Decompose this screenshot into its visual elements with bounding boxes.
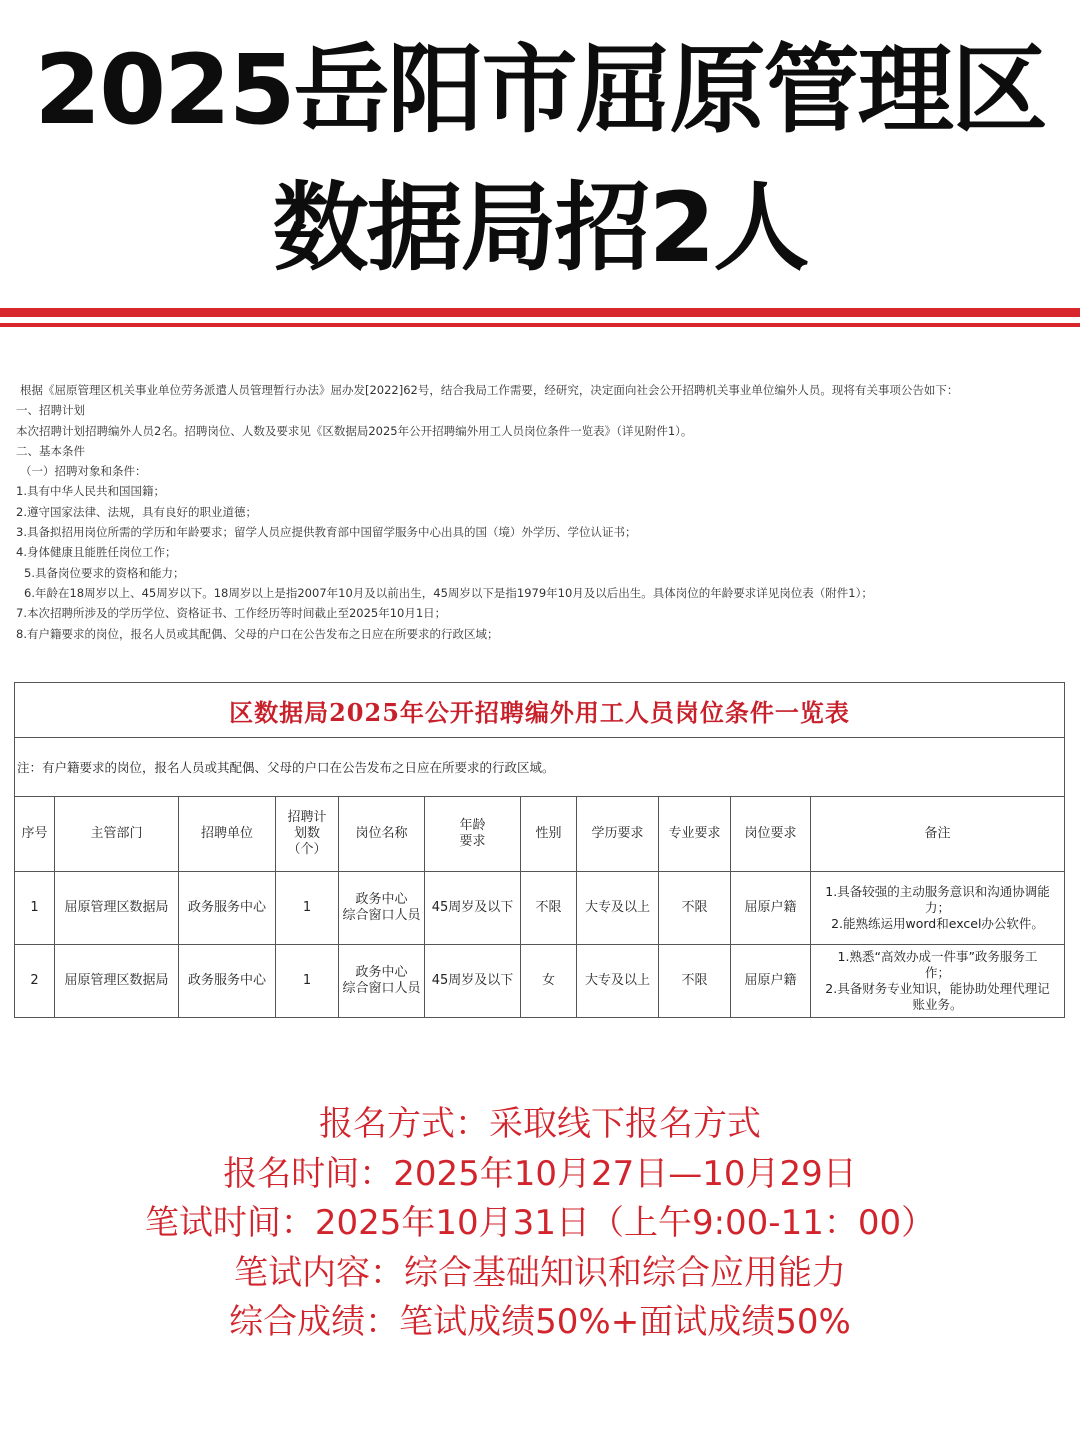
condition-item: 4.身体健康且能胜任岗位工作；	[16, 545, 177, 560]
cell-dept: 屈原管理区数据局	[55, 872, 179, 945]
cell-remark	[811, 945, 1065, 1018]
cell-req: 屈原户籍	[731, 872, 811, 945]
remark-line: 力；	[924, 900, 950, 915]
header-dept: 主管部门	[55, 797, 179, 872]
cell-post	[339, 872, 425, 945]
cell-req: 屈原户籍	[731, 945, 811, 1018]
section-2-title: 二、基本条件	[16, 443, 85, 458]
recruitment-info	[0, 1100, 1080, 1348]
table-header-row	[15, 797, 1065, 872]
cell-edu: 大专及以上	[577, 872, 659, 945]
condition-item: 1.具有中华人民共和国国籍；	[16, 484, 165, 499]
header-plan-line: 划数	[293, 826, 320, 841]
remark-line: 1.熟悉“高效办成一件事”政务服务工	[837, 949, 1038, 964]
header-plan-line: 招聘计	[287, 810, 327, 825]
header-plan-line: （个）	[287, 842, 327, 857]
table-row	[15, 872, 1065, 945]
cell-post-line: 综合窗口人员	[342, 981, 421, 996]
header-req: 岗位要求	[731, 797, 811, 872]
header-post: 岗位名称	[339, 797, 425, 872]
cell-seq: 2	[15, 945, 55, 1018]
info-score: 综合成绩：笔试成绩50%+面试成绩50%	[229, 1302, 851, 1342]
remark-line: 2.具备财务专业知识，能协助处理代理记	[825, 981, 1050, 996]
info-exam-content: 笔试内容：综合基础知识和综合应用能力	[234, 1252, 846, 1293]
red-divider-thin	[0, 323, 1080, 327]
cell-post-line: 政务中心	[355, 892, 408, 907]
section-1-title: 一、招聘计划	[16, 403, 85, 418]
header-major: 专业要求	[659, 797, 731, 872]
header-edu: 学历要求	[577, 797, 659, 872]
position-table	[14, 682, 1064, 1018]
cell-post-line: 政务中心	[355, 965, 408, 980]
cell-unit: 政务服务中心	[179, 945, 276, 1018]
cell-post-line: 综合窗口人员	[342, 908, 421, 923]
cell-edu: 大专及以上	[577, 945, 659, 1018]
condition-item: 2.遵守国家法律、法规，具有良好的职业道德；	[16, 504, 257, 519]
cell-seq: 1	[15, 872, 55, 945]
header-gender: 性别	[521, 797, 577, 872]
header-remark: 备注	[811, 797, 1065, 872]
cell-remark	[811, 872, 1065, 945]
cell-major: 不限	[659, 945, 731, 1018]
red-divider-thick	[0, 308, 1080, 317]
table-note: 注：有户籍要求的岗位，报名人员或其配偶、父母的户口在公告发布之日应在所要求的行政区域。	[15, 738, 1065, 797]
headline-line-1: 2025岳阳市屈原管理区	[34, 34, 1046, 146]
cell-dept: 屈原管理区数据局	[55, 945, 179, 1018]
remark-line: 作；	[924, 965, 950, 980]
remark-line: 2.能熟练运用word和excel办公软件。	[831, 916, 1044, 931]
cell-major: 不限	[659, 872, 731, 945]
header-seq: 序号	[15, 797, 55, 872]
cell-plan: 1	[276, 872, 339, 945]
notice-text	[16, 380, 1076, 644]
remark-line: 1.具备较强的主动服务意识和沟通协调能	[825, 884, 1050, 899]
section-2-sub: （一）招聘对象和条件：	[20, 464, 147, 479]
section-1-text: 本次招聘计划招聘编外人员2名。招聘岗位、人数及要求见《区数据局2025年公开招聘编外用工人员岗位条件一览表》（详见附件1）。	[16, 423, 693, 438]
cell-gender: 女	[521, 945, 577, 1018]
header-plan	[276, 797, 339, 872]
condition-item: 3.具备拟招用岗位所需的学历和年龄要求；留学人员应提供教育部中国留学服务中心出具的国（境）外学历、学位认证书；	[16, 525, 637, 540]
condition-item: 6.年龄在18周岁以上、45周岁以下。18周岁以上是指2007年10月及以前出生，45周岁以下是指1979年10月及以后出生。具体岗位的年龄要求详见岗位表（附件1）；	[24, 585, 873, 600]
remark-line: 账业务。	[912, 997, 963, 1012]
cell-unit: 政务服务中心	[179, 872, 276, 945]
header-age	[425, 797, 521, 872]
table-row	[15, 945, 1065, 1018]
info-signup-time: 报名时间：2025年10月27日—10月29日	[223, 1153, 857, 1194]
condition-item: 8.有户籍要求的岗位，报名人员或其配偶、父母的户口在公告发布之日应在所要求的行政区域；	[16, 626, 499, 641]
cell-plan: 1	[276, 945, 339, 1018]
notice-intro: 根据《屈原管理区机关事业单位劳务派遣人员管理暂行办法》屈办发[2022]62号，结合我局工作需要，经研究，决定面向社会公开招聘机关事业单位编外人员。现将有关事项公告如下：	[20, 383, 959, 397]
condition-item: 7.本次招聘所涉及的学历学位、资格证书、工作经历等时间截止至2025年10月1日；	[16, 606, 447, 621]
cell-gender: 不限	[521, 872, 577, 945]
cell-post	[339, 945, 425, 1018]
info-exam-time: 笔试时间：2025年10月31日（上午9:00-11：00）	[144, 1203, 936, 1243]
header-age-line: 要求	[459, 834, 486, 849]
cell-age: 45周岁及以下	[425, 945, 521, 1018]
info-method: 报名方式：采取线下报名方式	[319, 1104, 761, 1144]
headline-line-2: 数据局招2人	[272, 172, 808, 284]
table-title: 区数据局2025年公开招聘编外用工人员岗位条件一览表	[15, 683, 1065, 738]
cell-age: 45周岁及以下	[425, 872, 521, 945]
header-age-line: 年龄	[459, 818, 486, 833]
condition-item: 5.具备岗位要求的资格和能力；	[24, 565, 185, 580]
header-unit: 招聘单位	[179, 797, 276, 872]
